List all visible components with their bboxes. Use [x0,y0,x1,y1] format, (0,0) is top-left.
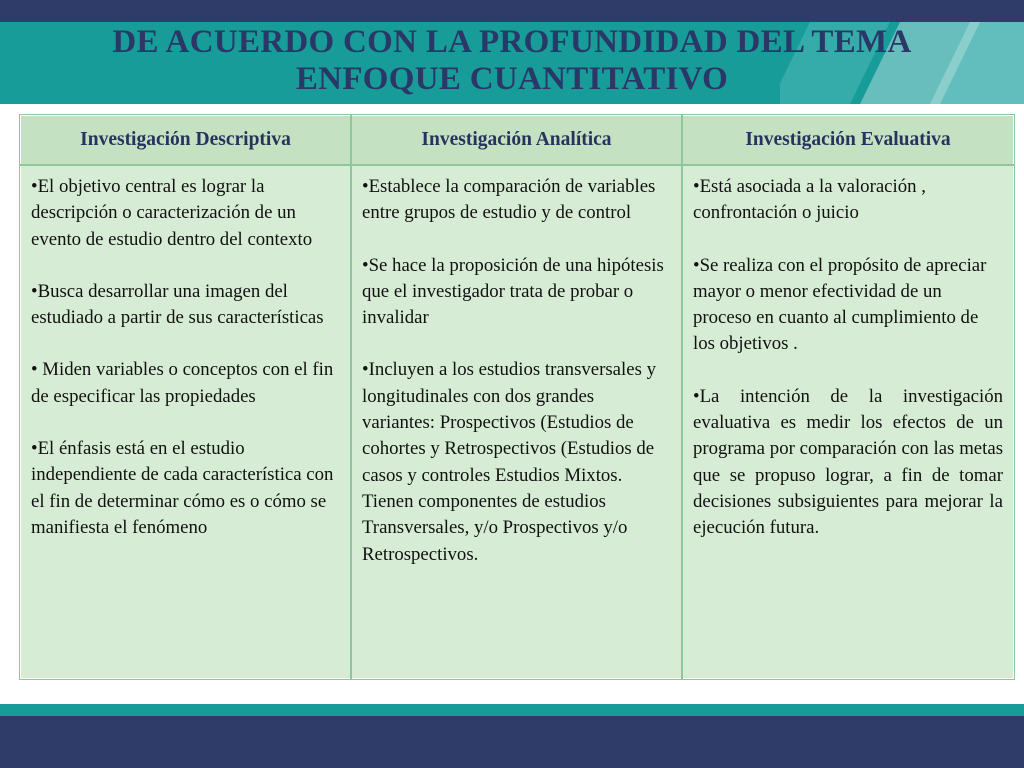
list-item: •Está asociada a la valoración , confrontación o juicio [693,176,926,224]
cell-descriptiva [20,165,351,679]
top-navy-band [0,0,1024,22]
title-line-1: DE ACUERDO CON LA PROFUNDIDAD DEL TEMA [112,24,912,60]
header-analitica: Investigación Analítica [351,115,682,165]
cell-analitica [351,165,682,679]
header-descriptiva: Investigación Descriptiva [20,115,351,165]
list-item: •Se hace la proposición de una hipótesis que el investigador trata de probar o invalidar [362,254,664,329]
list-item: • Miden variables o conceptos con el fin de especificar las propiedades [31,359,334,407]
list-item: •Incluyen a los estudios transversales y longitudinales con dos grandes variantes: Prospectivos (Estudios de cohortes y Retrospectivos (Estudios de casos y controles Estudios Mixtos. Tienen componentes de estudios Transversales, y/o Prospectivos y/o Retrospectivos. [362,359,656,565]
list-item: •Se realiza con el propósito de apreciar mayor o menor efectividad de un proceso en cuanto al cumplimiento de los objetivos . [693,254,987,355]
title-line-2: ENFOQUE CUANTITATIVO [295,61,729,97]
bottom-navy-band [0,716,1024,768]
header-evaluativa: Investigación Evaluativa [682,115,1014,165]
list-item: •Establece la comparación de variables entre grupos de estudio y de control [362,176,656,224]
table-header-row [20,115,1014,165]
research-types-table [19,114,1015,680]
list-item: •El énfasis está en el estudio independiente de cada característica con el fin de determinar cómo es o cómo se manifiesta el fenómeno [31,438,334,538]
slide-title [0,24,1024,98]
bottom-teal-stripe [0,704,1024,716]
list-item: •Busca desarrollar una imagen del estudiado a partir de sus características [31,280,324,329]
table-body-row [20,165,1014,679]
list-item: •El objetivo central es lograr la descripción o caracterización de un evento de estudio dentro del contexto [31,176,313,250]
cell-evaluativa [682,165,1014,679]
list-item: •La intención de la investigación evaluativa es medir los efectos de un programa por comparación con las metas que se propuso lograr, a fin de tomar decisiones subsiguientes para mejorar la ejecución futura. [693,385,1003,539]
